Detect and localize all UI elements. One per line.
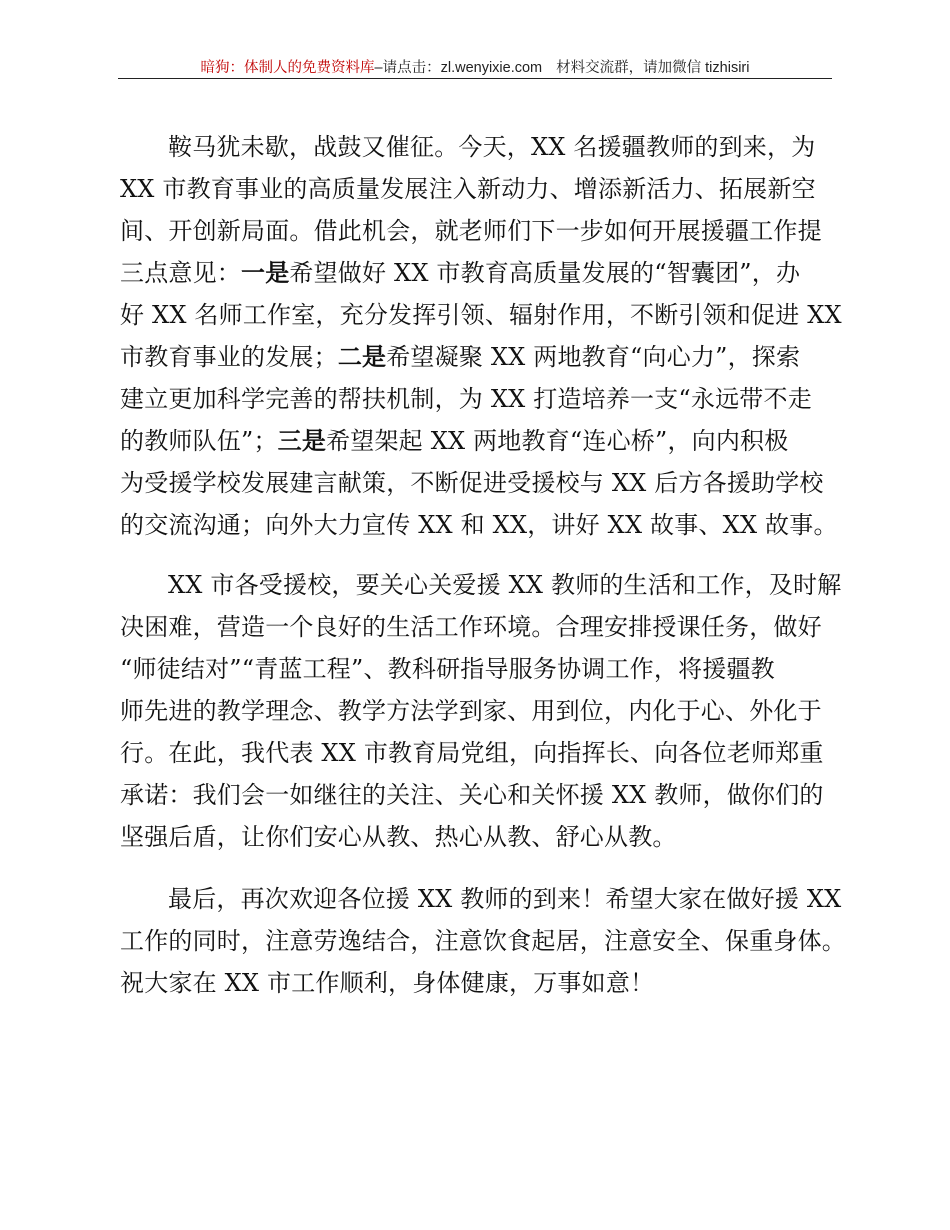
paragraph-2 [120,564,860,858]
header-link-prompt: –请点击： [374,60,441,76]
text-line: 为受援学校发展建言献策，不断促进受援校与 XX 后方各援助学校 [120,469,824,497]
text-line [120,252,860,294]
text-run: 的教师队伍”； [120,427,278,455]
text-run: 希望凝聚 XX 两地教育“向心力”，探索 [386,343,801,371]
header-url-link[interactable]: zl.wenyixie.com [440,60,543,76]
text-line: 建立更加科学完善的帮扶机制，为 XX 打造培养一支“永远带不走 [120,385,812,413]
text-line: 间、开创新局面。借此机会，就老师们下一步如何开展援疆工作提 [120,217,822,245]
text-line: 工作的同时，注意劳逸结合，注意饮食起居，注意安全、保重身体。 [120,927,846,955]
text-line: 行。在此，我代表 XX 市教育局党组，向指挥长、向各位老师郑重 [120,739,824,767]
text-line: XX 市教育事业的高质量发展注入新动力、增添新活力、拓展新空 [120,175,816,203]
text-line: 最后，再次欢迎各位援 XX 教师的到来！希望大家在做好援 XX [168,885,842,913]
point-marker: 三是 [277,426,327,455]
text-line [120,420,860,462]
header-divider [118,78,832,79]
text-run: 希望做好 XX 市教育高质量发展的“智囊团”，办 [289,259,801,287]
point-marker: 一是 [241,258,290,287]
text-line: 师先进的教学理念、教学方法学到家、用到位，内化于心、外化于 [120,697,822,725]
text-line: 鞍马犹未歇，战鼓又催征。今天，XX 名援疆教师的到来，为 [168,133,816,161]
point-marker: 二是 [337,342,387,371]
paragraph-1 [120,126,860,546]
text-line: “师徒结对”“青蓝工程”、教科研指导服务协调工作，将援疆教 [120,655,775,683]
text-run: 三点意见： [120,259,241,287]
text-line: 祝大家在 XX 市工作顺利，身体健康，万事如意！ [120,969,655,997]
header-contact: 材料交流群，请加微信 tizhisiri [556,60,750,76]
text-run: 希望架起 XX 两地教育“连心桥”，向内积极 [326,427,789,455]
text-line: XX 市各受援校，要关心关爱援 XX 教师的生活和工作，及时解 [168,571,842,599]
text-line: 坚强后盾，让你们安心从教、热心从教、舒心从教。 [120,823,677,851]
header-brand: 暗狗：体制人的免费资料库 [200,60,375,76]
text-line [120,336,860,378]
page-header [0,56,950,77]
text-line: 决困难，营造一个良好的生活工作环境。合理安排授课任务，做好 [120,613,822,641]
paragraph-3 [120,878,860,1004]
text-line: 的交流沟通；向外大力宣传 XX 和 XX，讲好 XX 故事、XX 故事。 [120,511,838,539]
text-line: 承诺：我们会一如继往的关注、关心和关怀援 XX 教师，做你们的 [120,781,824,809]
text-run: 市教育事业的发展； [120,343,338,371]
document-body [120,126,860,1004]
text-line: 好 XX 名师工作室，充分发挥引领、辐射作用，不断引领和促进 XX [120,301,842,329]
